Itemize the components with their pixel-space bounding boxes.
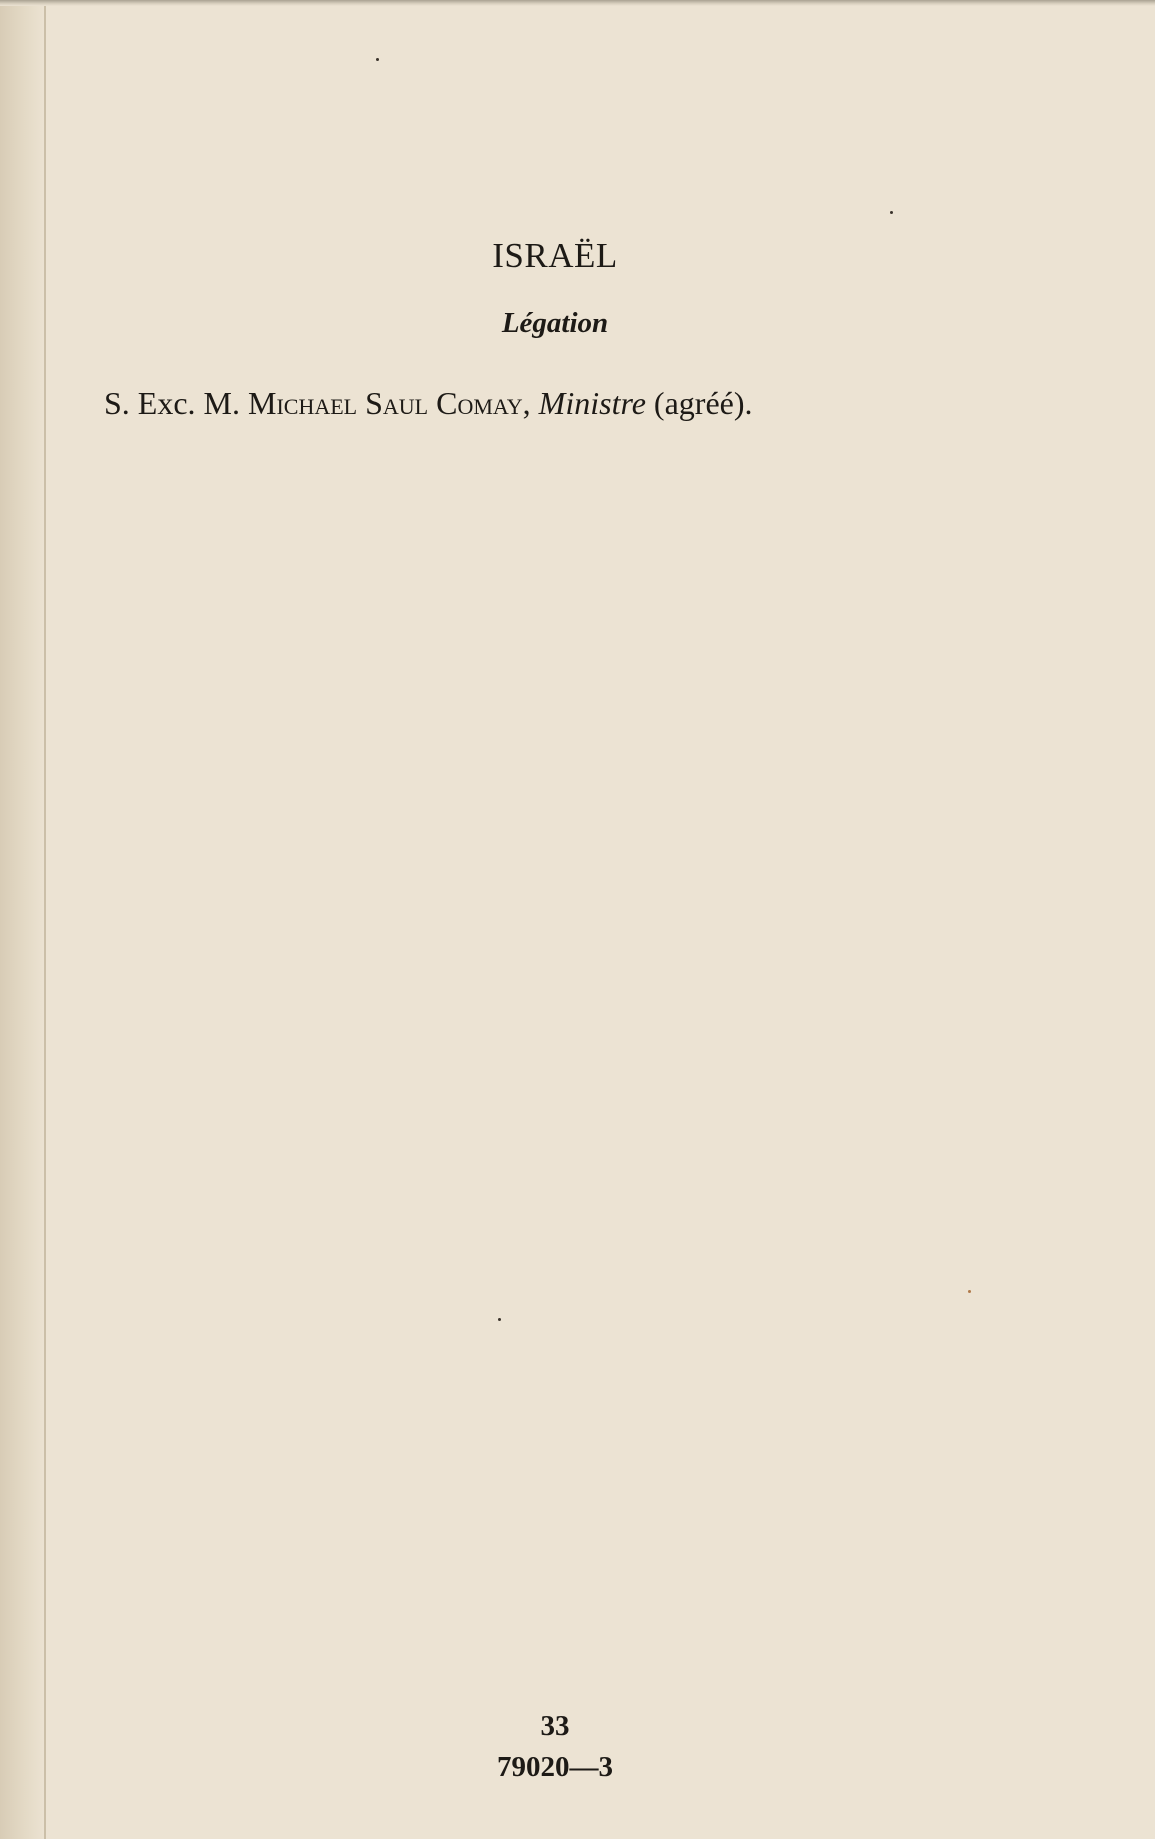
print-code: 79020—3 <box>497 1751 613 1783</box>
paper-speck <box>890 211 893 214</box>
country-heading: ISRAËL <box>492 236 618 275</box>
entry-title: Ministre <box>538 385 646 421</box>
page-number: 33 <box>540 1710 570 1742</box>
entry-status: (agréé). <box>645 385 753 421</box>
paper-speck <box>498 1318 501 1321</box>
entry-name: Michael Saul Comay <box>248 385 523 421</box>
paper-speck <box>968 1290 971 1293</box>
diplomat-entry <box>104 385 1004 422</box>
entry-honorific: S. Exc. M. <box>104 385 248 421</box>
page-top-edge <box>0 0 1155 6</box>
entry-separator: , <box>522 385 539 421</box>
paper-speck <box>376 58 379 61</box>
section-heading: Légation <box>501 307 609 339</box>
